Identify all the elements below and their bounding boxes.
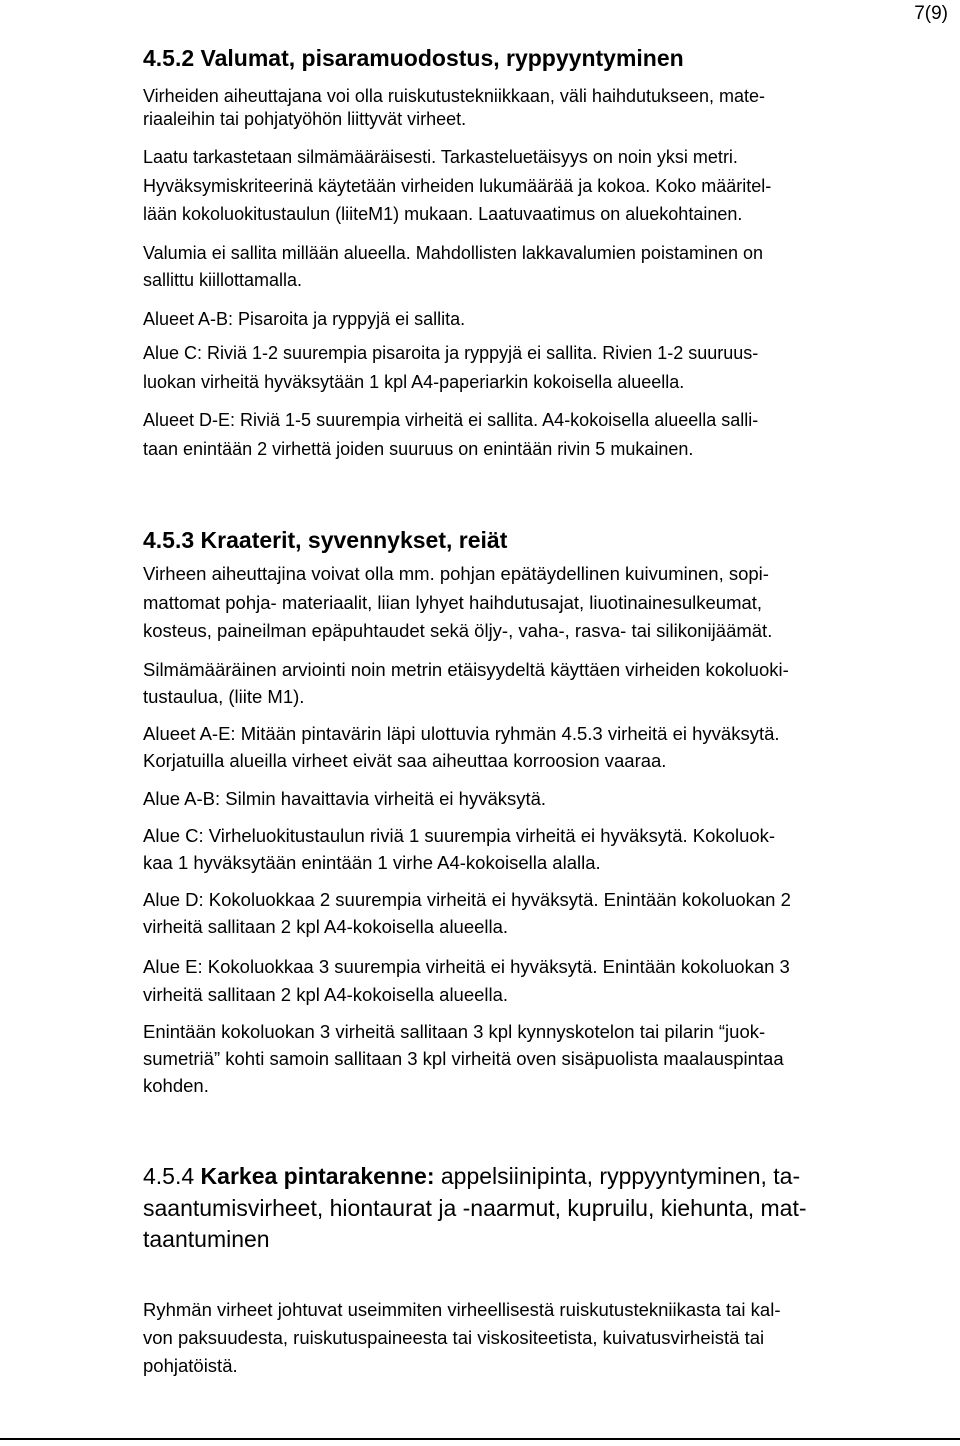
section-title: Kraaterit, syvennykset, reiät xyxy=(200,527,508,553)
text-line: kosteus, paineilman epäpuhtaudet sekä öljy-, vaha-, rasva- tai silikonijäämät. xyxy=(143,620,773,641)
text-line: Silmämääräinen arviointi noin metrin etäisyydeltä käyttäen virheiden kokoluoki- xyxy=(143,659,789,680)
text-line: taan enintään 2 virhettä joiden suuruus on enintään rivin 5 mukainen. xyxy=(143,439,694,459)
text-line: Enintään kokoluokan 3 virheitä sallitaan 3 kpl kynnyskotelon tai pilarin “juok- xyxy=(143,1021,766,1042)
text-line: tustaulua, (liite M1). xyxy=(143,686,305,707)
text-line: lään kokoluokitustaulun (liiteM1) mukaan. Laatuvaatimus on aluekohtainen. xyxy=(143,204,743,224)
text-line: kohden. xyxy=(143,1075,209,1096)
section-heading-4-5-3 xyxy=(143,525,507,555)
text-line: Alueet A-B: Pisaroita ja ryppyjä ei sallita. xyxy=(143,309,466,329)
text-line: von paksuudesta, ruiskutuspaineesta tai viskositeetista, kuivatusvirheistä tai xyxy=(143,1327,765,1348)
text-line: riaaleihin tai pohjatyöhön liittyvät virheet. xyxy=(143,109,467,129)
section-number: 4.5.3 xyxy=(143,527,195,553)
section-heading-line: saantumisvirheet, hiontaurat ja -naarmut, kupruilu, kiehunta, mat- xyxy=(143,1195,807,1221)
section-heading-4-5-2 xyxy=(143,43,684,73)
section-title: Valumat, pisaramuodostus, ryppyyntyminen xyxy=(200,45,684,71)
section-title-rest: appelsiinipinta, ryppyyntyminen, ta- xyxy=(434,1163,801,1189)
text-line: Alue C: Riviä 1-2 suurempia pisaroita ja ryppyjä ei sallita. Rivien 1-2 suuruus- xyxy=(143,343,759,363)
text-line: Ryhmän virheet johtuvat useimmiten virheellisestä ruiskutustekniikasta tai kal- xyxy=(143,1299,781,1320)
text-line: Virheiden aiheuttajana voi olla ruiskutustekniikkaan, väli haihdutukseen, mate- xyxy=(143,86,766,106)
text-line: virheitä sallitaan 2 kpl A4-kokoisella alueella. xyxy=(143,984,509,1005)
text-line: Alue C: Virheluokitustaulun riviä 1 suurempia virheitä ei hyväksytä. Kokoluok- xyxy=(143,825,776,846)
section-heading-line: taantuminen xyxy=(143,1226,270,1252)
text-line: pohjatöistä. xyxy=(143,1355,238,1376)
text-line: Alue A-B: Silmin havaittavia virheitä ei hyväksytä. xyxy=(143,788,547,809)
footer-rule xyxy=(0,1438,960,1440)
text-line: Alueet D-E: Riviä 1-5 suurempia virheitä ei sallita. A4-kokoisella alueella salli- xyxy=(143,410,759,430)
text-line: kaa 1 hyväksytään enintään 1 virhe A4-kokoisella alalla. xyxy=(143,852,601,873)
text-line: Valumia ei sallita millään alueella. Mahdollisten lakkavalumien poistaminen on xyxy=(143,243,763,263)
section-heading-4-5-4 xyxy=(143,1160,800,1192)
text-line: sumetriä” kohti samoin sallitaan 3 kpl virheitä oven sisäpuolista maalauspintaa xyxy=(143,1048,784,1069)
text-line: virheitä sallitaan 2 kpl A4-kokoisella alueella. xyxy=(143,916,509,937)
text-line: Virheen aiheuttajina voivat olla mm. pohjan epätäydellinen kuivuminen, sopi- xyxy=(143,563,769,584)
section-number: 4.5.4 xyxy=(143,1163,195,1189)
text-line: Laatu tarkastetaan silmämääräisesti. Tarkasteluetäisyys on noin yksi metri. xyxy=(143,147,738,167)
text-line: Hyväksymiskriteerinä käytetään virheiden lukumäärää ja kokoa. Koko määritel- xyxy=(143,176,772,196)
text-line: mattomat pohja- materiaalit, liian lyhyet haihdutusajat, liuotinainesulkeumat, xyxy=(143,592,763,613)
text-line: Alue D: Kokoluokkaa 2 suurempia virheitä ei hyväksytä. Enintään kokoluokan 2 xyxy=(143,889,791,910)
text-line: sallittu kiillottamalla. xyxy=(143,270,303,290)
page-number: 7(9) xyxy=(914,3,948,24)
text-line: Alue E: Kokoluokkaa 3 suurempia virheitä ei hyväksytä. Enintään kokoluokan 3 xyxy=(143,956,790,977)
section-title-bold: Karkea pintarakenne: xyxy=(200,1163,435,1189)
text-line: Alueet A-E: Mitään pintavärin läpi ulottuvia ryhmän 4.5.3 virheitä ei hyväksytä. xyxy=(143,723,780,744)
text-line: luokan virheitä hyväksytään 1 kpl A4-paperiarkin kokoisella alueella. xyxy=(143,372,685,392)
text-line: Korjatuilla alueilla virheet eivät saa aiheuttaa korroosion vaaraa. xyxy=(143,750,667,771)
section-number: 4.5.2 xyxy=(143,45,195,71)
